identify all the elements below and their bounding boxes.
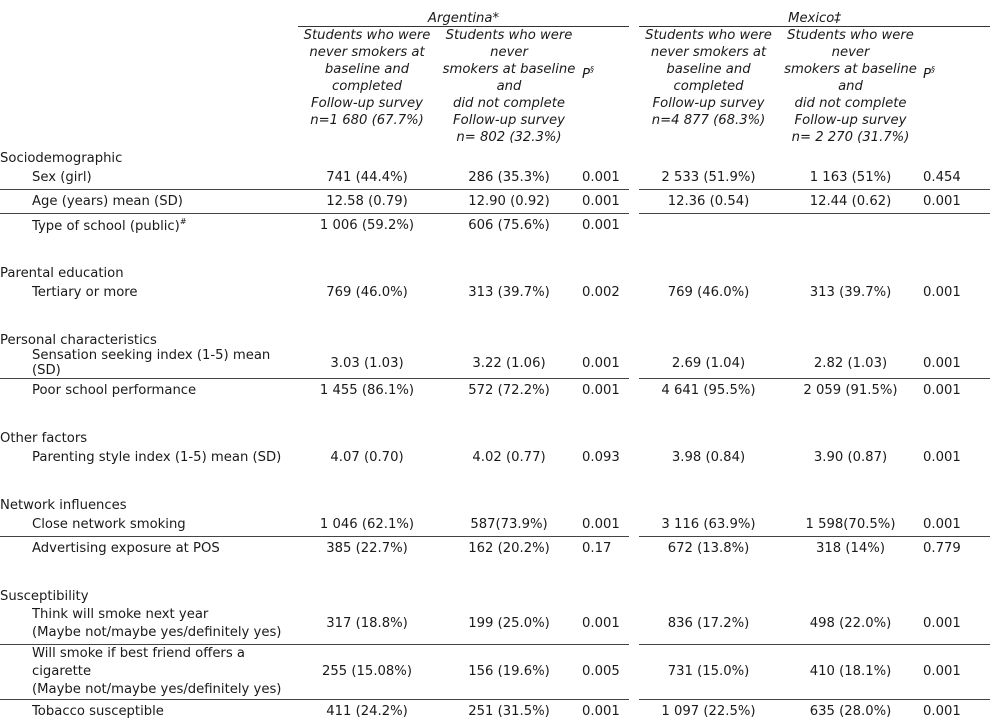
row-label-line1: Will smoke if best friend offers a cigarette <box>32 645 298 681</box>
arg-completed-value: 1 006 (59.2%) <box>298 214 436 238</box>
mex-completed-value <box>639 214 778 238</box>
mex-not-completed-value: 3.90 (0.87) <box>778 446 923 469</box>
spacer-row <box>0 237 990 261</box>
mex-p-value: 0.779 <box>923 537 990 561</box>
row-label-text: Age (years) mean (SD) <box>32 194 183 209</box>
row-label <box>0 513 298 537</box>
arg-p-value: 0.001 <box>582 166 629 190</box>
arg-not-completed-value: 12.90 (0.92) <box>436 190 582 214</box>
section-label: Other factors <box>0 426 990 446</box>
section-header-row <box>0 261 990 281</box>
arg-p-value: 0.001 <box>582 700 629 723</box>
row-label-line1: Think will smoke next year <box>32 606 298 624</box>
row-label <box>0 604 298 645</box>
mex-not-completed-value: 318 (14%) <box>778 537 923 561</box>
mex-not-completed-value: 2 059 (91.5%) <box>778 379 923 403</box>
table-row <box>0 281 990 304</box>
mex-completed-value: 4 641 (95.5%) <box>639 379 778 403</box>
arg-not-completed-value: 606 (75.6%) <box>436 214 582 238</box>
table-row <box>0 513 990 537</box>
arg-completed-value: 3.03 (1.03) <box>298 348 436 379</box>
mex-completed-value: 836 (17.2%) <box>639 604 778 645</box>
arg-p-header: P§ <box>582 27 629 147</box>
arg-not-completed-value: 313 (39.7%) <box>436 281 582 304</box>
row-label-text: Close network smoking <box>32 517 186 532</box>
mex-not-completed-value: 2.82 (1.03) <box>778 348 923 379</box>
row-label-text: Type of school (public) <box>32 219 180 234</box>
spacer-row <box>0 469 990 493</box>
table-row <box>0 214 990 238</box>
arg-not-completed-value: 4.02 (0.77) <box>436 446 582 469</box>
row-label <box>0 645 298 700</box>
mex-completed-value: 12.36 (0.54) <box>639 190 778 214</box>
row-label-line2: (Maybe not/maybe yes/definitely yes) <box>32 681 298 699</box>
arg-not-completed-value: 587(73.9%) <box>436 513 582 537</box>
mex-not-completed-value: 12.44 (0.62) <box>778 190 923 214</box>
arg-completed-value: 411 (24.2%) <box>298 700 436 723</box>
mex-p-value: 0.001 <box>923 513 990 537</box>
row-label <box>0 537 298 561</box>
mex-completed-header: Students who were never smokers at baseline and completed Follow-up survey n=4 877 (68.3%) <box>639 27 778 147</box>
row-label-text: Poor school performance <box>32 383 196 398</box>
column-header-row <box>0 27 990 147</box>
arg-p-value: 0.001 <box>582 513 629 537</box>
mex-completed-value: 731 (15.0%) <box>639 645 778 700</box>
mex-not-completed-value: 498 (22.0%) <box>778 604 923 645</box>
table-row <box>0 645 990 700</box>
row-label-text: Sex (girl) <box>32 170 92 185</box>
arg-p-value: 0.001 <box>582 214 629 238</box>
row-label-line2: (Maybe not/maybe yes/definitely yes) <box>32 624 298 642</box>
mex-p-value: 0.001 <box>923 281 990 304</box>
arg-completed-value: 317 (18.8%) <box>298 604 436 645</box>
table-row <box>0 700 990 723</box>
argentina-header: Argentina* <box>298 0 629 27</box>
arg-completed-value: 4.07 (0.70) <box>298 446 436 469</box>
arg-completed-value: 741 (44.4%) <box>298 166 436 190</box>
table-row <box>0 446 990 469</box>
arg-p-value: 0.005 <box>582 645 629 700</box>
mex-p-header: P§ <box>923 27 990 147</box>
row-label <box>0 190 298 214</box>
mex-completed-value: 1 097 (22.5%) <box>639 700 778 723</box>
row-label <box>0 446 298 469</box>
row-label-text: Tobacco susceptible <box>32 704 164 719</box>
row-label <box>0 348 298 379</box>
arg-not-completed-value: 286 (35.3%) <box>436 166 582 190</box>
blank-header-cell <box>0 0 298 27</box>
mex-p-value: 0.001 <box>923 446 990 469</box>
mex-p-value: 0.001 <box>923 700 990 723</box>
row-label <box>0 700 298 723</box>
arg-p-value: 0.17 <box>582 537 629 561</box>
arg-p-value: 0.001 <box>582 379 629 403</box>
mex-p-value: 0.454 <box>923 166 990 190</box>
mex-p-value: 0.001 <box>923 348 990 379</box>
section-label: Parental education <box>0 261 990 281</box>
arg-not-completed-value: 156 (19.6%) <box>436 645 582 700</box>
section-label: Network influences <box>0 493 990 513</box>
row-label <box>0 281 298 304</box>
mex-not-completed-value <box>778 214 923 238</box>
row-label-text: Tertiary or more <box>32 285 138 300</box>
arg-not-completed-header: Students who were never smokers at baseline and did not complete Follow-up survey n= 802 (32.3%) <box>436 27 582 147</box>
mex-not-completed-value: 635 (28.0%) <box>778 700 923 723</box>
mexico-header: Mexico‡ <box>639 0 990 27</box>
section-label: Susceptibility <box>0 584 990 604</box>
section-label: Personal characteristics <box>0 328 990 348</box>
arg-p-value: 0.093 <box>582 446 629 469</box>
arg-completed-value: 12.58 (0.79) <box>298 190 436 214</box>
table-row <box>0 166 990 190</box>
table-row <box>0 190 990 214</box>
spacer-row <box>0 304 990 328</box>
arg-completed-value: 385 (22.7%) <box>298 537 436 561</box>
table-row <box>0 379 990 403</box>
mex-not-completed-header: Students who were never smokers at baseline and did not complete Follow-up survey n= 2 270 (31.7%) <box>778 27 923 147</box>
row-label-text: Parenting style index (1-5) mean (SD) <box>32 450 281 465</box>
mex-completed-value: 2.69 (1.04) <box>639 348 778 379</box>
mex-completed-value: 3.98 (0.84) <box>639 446 778 469</box>
section-header-row <box>0 584 990 604</box>
mex-p-value: 0.001 <box>923 379 990 403</box>
spacer-row <box>0 560 990 584</box>
row-label <box>0 214 298 238</box>
arg-not-completed-value: 3.22 (1.06) <box>436 348 582 379</box>
row-label <box>0 379 298 403</box>
arg-completed-value: 1 455 (86.1%) <box>298 379 436 403</box>
row-label-text: Sensation seeking index (1-5) mean (SD) <box>32 348 270 378</box>
arg-p-value: 0.001 <box>582 190 629 214</box>
section-header-row <box>0 426 990 446</box>
arg-completed-header: Students who were never smokers at baseline and completed Follow-up survey n=1 680 (67.7%) <box>298 27 436 147</box>
table-row <box>0 537 990 561</box>
mex-not-completed-value: 1 598(70.5%) <box>778 513 923 537</box>
mex-p-value: 0.001 <box>923 645 990 700</box>
mex-not-completed-value: 410 (18.1%) <box>778 645 923 700</box>
arg-completed-value: 769 (46.0%) <box>298 281 436 304</box>
mex-p-value <box>923 214 990 238</box>
table-body <box>0 146 990 723</box>
arg-not-completed-value: 199 (25.0%) <box>436 604 582 645</box>
arg-p-value: 0.002 <box>582 281 629 304</box>
section-label: Sociodemographic <box>0 146 990 166</box>
section-header-row <box>0 328 990 348</box>
arg-not-completed-value: 162 (20.2%) <box>436 537 582 561</box>
mex-not-completed-value: 313 (39.7%) <box>778 281 923 304</box>
row-label-text: Advertising exposure at POS <box>32 541 220 556</box>
mex-completed-value: 672 (13.8%) <box>639 537 778 561</box>
row-label <box>0 166 298 190</box>
arg-p-value: 0.001 <box>582 604 629 645</box>
section-header-row <box>0 493 990 513</box>
label-superscript: # <box>180 217 187 226</box>
mex-completed-value: 769 (46.0%) <box>639 281 778 304</box>
section-header-row <box>0 146 990 166</box>
arg-completed-value: 1 046 (62.1%) <box>298 513 436 537</box>
arg-completed-value: 255 (15.08%) <box>298 645 436 700</box>
country-header-row <box>0 0 990 27</box>
arg-not-completed-value: 251 (31.5%) <box>436 700 582 723</box>
mex-p-value: 0.001 <box>923 190 990 214</box>
table-row <box>0 604 990 645</box>
spacer-row <box>0 402 990 426</box>
mex-completed-value: 2 533 (51.9%) <box>639 166 778 190</box>
mex-not-completed-value: 1 163 (51%) <box>778 166 923 190</box>
arg-p-value: 0.001 <box>582 348 629 379</box>
mex-completed-value: 3 116 (63.9%) <box>639 513 778 537</box>
arg-not-completed-value: 572 (72.2%) <box>436 379 582 403</box>
mex-p-value: 0.001 <box>923 604 990 645</box>
table-row <box>0 348 990 379</box>
